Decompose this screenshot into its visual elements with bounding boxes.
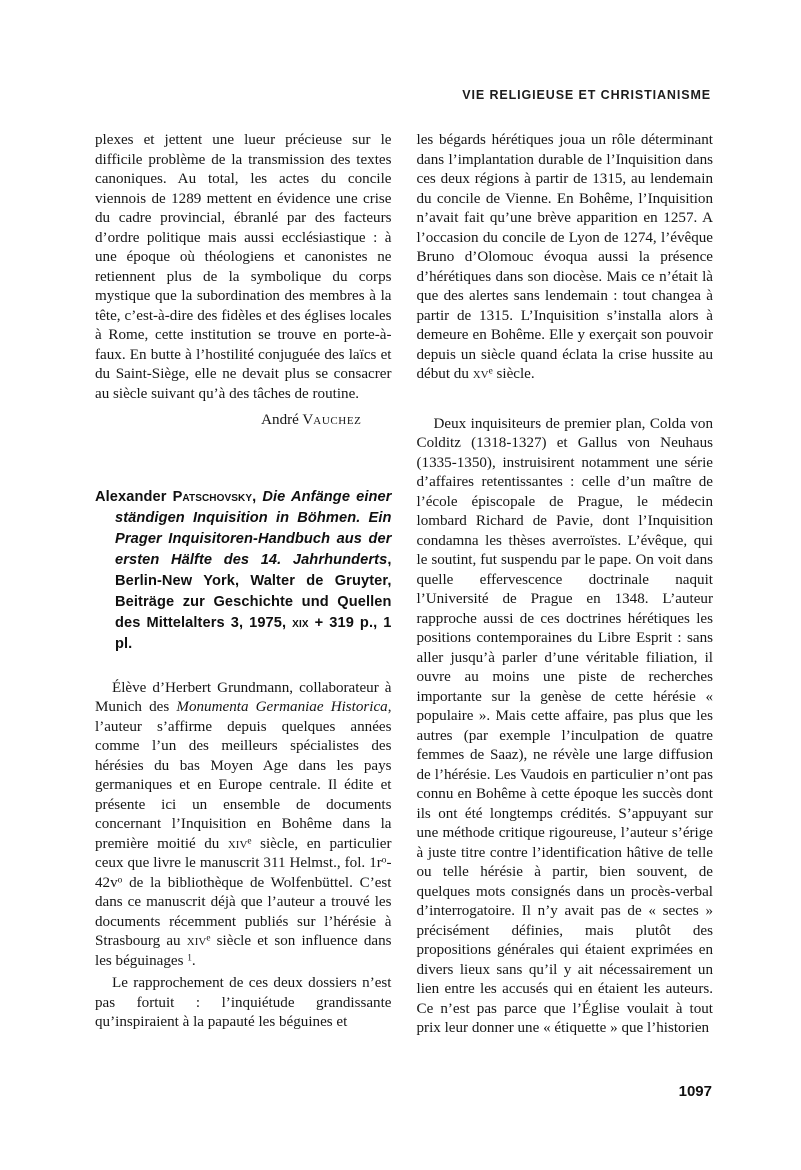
left-column [95,131,392,1039]
book-citation: Alexander Patschovsky, Die Anfänge einer ständigen Inquisition in Böhmen. Ein Prager Inquisitoren-Handbuch aus der ersten Hälfte des 14. Jahrhunderts, Berlin-New York, Walter de Gruyter, Beiträge zur Geschichte und Quellen des Mittelalters 3, 1975, xix + 319 p., 1 pl. [95,488,392,652]
paragraph: Le rapprochement de ces deux dossiers n’est pas fortuit : l’inquiétude grandissante qu’inspiraient à la papauté les béguines et [95,975,392,1030]
paragraph-continuation: les bégards hérétiques joua un rôle déterminant dans l’implantation durable de l’Inquisition dans ces deux régions à partir de 1315, au lendemain du concile de Vienne. En Bohême, l’Inquisition n’avait fait qu’une brève apparition en 1257. A l’occasion du concile de Lyon de 1274, l’évêque Bruno d’Olomouc évoqua aussi la présence d’hérétiques dans son diocèse. Mais ce n’était là que des alertes sans lendemain : tout changea à partir de 1315. L’Inquisition s’installa alors à demeure en Bohême. Elle y exerçait son pouvoir depuis un siècle quand éclata la crise hussite au début du $xv^e$ siècle. [416,132,713,382]
running-header: VIE RELIGIEUSE ET CHRISTIANISME [462,88,711,102]
right-column [417,131,714,1039]
paragraph: Élève d’Herbert Grundmann, collaborateur à Munich des Monumenta Germaniae Historica, l’auteur s’affirme depuis quelques années comme l’un des meilleurs spécialistes des hérésies du bas Moyen Age dans les pays germaniques et en Europe centrale. Il édite et présente ici un ensemble de documents concernant l’Inquisition en Bohême dans la première moitié du xiv$^e$ siècle, en particulier ceux que livre le manuscrit 311 Helmst., fol. $1r^o-42v^o$ de la bibliothèque de Wolfenbüttel. C’est dans ce manuscrit déjà que l’auteur a trouvé les documents récemment publiés sur l’hérésie à Strasbourg au xiv$^e$ siècle et son influence dans les béguinages $^1$. [95,679,392,969]
paragraph-continuation: plexes et jettent une lueur précieuse sur le difficile problème de la transmission des textes canoniques. Au total, les actes du concile viennois de 1289 mettent en évidence une crise du cadre provincial, ébranlé par des facteurs d’ordre politique mais aussi ecclésiastique : à une époque où théologiens et canonistes ne retiennent plus de la symbolique du corps mystique que la subordination des membres à la tête, c’est-à-dire des fidèles et des églises locales à Rome, cette institution se trouve en porte-à-faux. En butte à l’hostilité conjuguée des laïcs et du Saint-Siège, elle ne devait plus se consacrer au siècle suivant qu’à des tâches de routine. [95,132,392,402]
author-signature: André Vauchez [261,412,362,428]
text-columns [95,131,713,1039]
paragraph: Deux inquisiteurs de premier plan, Colda von Colditz (1318-1327) et Gallus von Neuhaus (1335-1350), instruisirent notamment une série d’affaires retentissantes : celle d’un maître de l’école épiscopale de Prague, le médecin lombard Richard de Pavie, dont l’Inquisition condamna les thèses averroïstes. L’évêque, qui le soutint, fut suspendu par le pape. On voit dans quelle effervescence doctrinale naquit l’Université de Prague en 1348. L’auteur rapproche aussi de ces doctrines hérétiques les positions contemporaines du Libre Esprit : sans aller jusqu’à parler d’une véritable filiation, il ouvre au moins une piste de recherches importante sur la genèse de cette hérésie « populaire ». Mais cette affaire, pas plus que les autres (par exemple l’inculpation de quatre femmes de Saaz), ne révèle une large diffusion de l’hérésie. Les Vaudois en particulier n’ont pas connu en Bohême à cette époque les succès dont ils ont été longtemps crédités. S’appuyant sur une méthode critique rigoureuse, l’auteur s’érige à juste titre contre l’identification hâtive de telle ou telle hérésie à partir, bien souvent, de quelques mots consignés dans un procès-verbal d’interrogatoire. Il n’y avait pas de « sectes » précisément définies, mais plutôt des propositions générales qui étaient exprimées en divers lieux sans qu’il y ait nécessairement un lien entre les accusés qui en étaient les auteurs. Ce n’est pas parce que l’Église voulait à tout prix leur donner une « étiquette » que l’historien [416,415,713,1036]
page-number: 1097 [678,1083,712,1100]
